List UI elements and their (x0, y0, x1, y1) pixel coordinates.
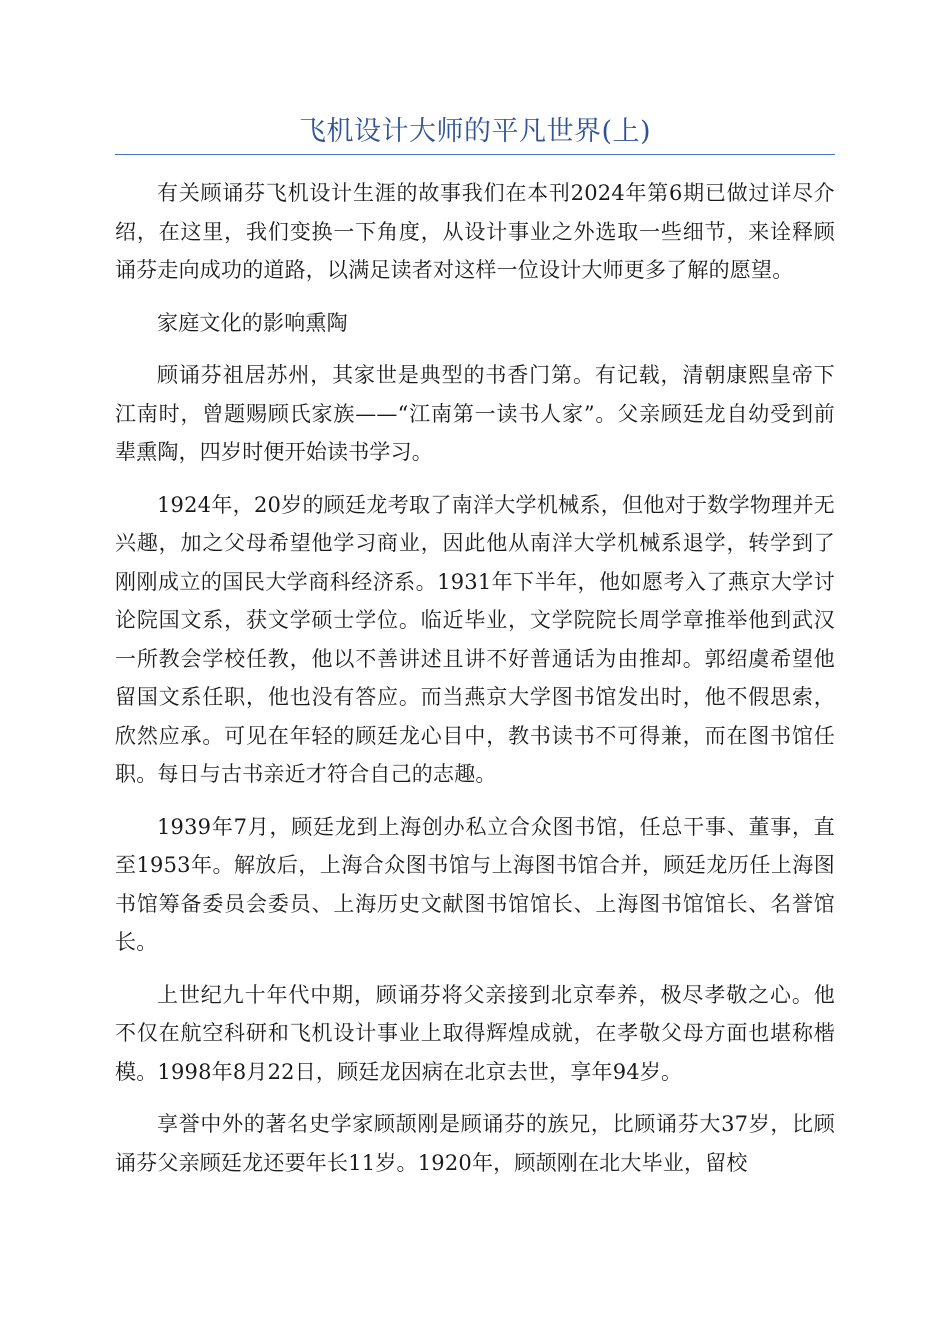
paragraph-father-education: 1924年，20岁的顾廷龙考取了南洋大学机械系，但他对于数学物理并无兴趣，加之父母希望他学习商业，因此他从南洋大学机械系退学，转学到了刚刚成立的国民大学商科经济系。1931年下半年，他如愿考入了燕京大学讨论院国文系，获文学硕士学位。临近毕业，文学院院长周学章推举他到武汉一所教会学校任教，他以不善讲述且讲不好普通话为由推却。郭绍虞希望他留国文系任职，他也没有答应。而当燕京大学图书馆发出时，他不假思索，欣然应承。可见在年轻的顾廷龙心目中，教书读书不可得兼，而在图书馆任职。每日与古书亲近才符合自己的志趣。 (115, 492, 835, 786)
paragraph-gu-jiegang: 享誉中外的著名史学家顾颉刚是顾诵芬的族兄，比顾诵芬大37岁，比顾诵芬父亲顾廷龙还要年长11岁。1920年，顾颉刚在北大毕业，留校 (115, 1112, 835, 1175)
title-underline (115, 154, 835, 155)
paragraph-library-career: 1939年7月，顾廷龙到上海创办私立合众图书馆，任总干事、董事，直至1953年。解放后，上海合众图书馆与上海图书馆合并，顾廷龙历任上海图书馆筹备委员会委员、上海历史文献图书馆馆长、上海图书馆馆长、名誉馆长。 (115, 814, 835, 954)
paragraph-intro: 有关顾诵芬飞机设计生涯的故事我们在本刊2024年第6期已做过详尽介绍，在这里，我们变换一下角度，从设计事业之外选取一些细节，来诠释顾诵芬走向成功的道路，以满足读者对这样一位设计大师更多了解的愿望。 (115, 181, 835, 282)
section-heading: 家庭文化的影响熏陶 (157, 310, 348, 335)
article-body (115, 174, 835, 1196)
paragraph-filial-piety: 上世纪九十年代中期，顾诵芬将父亲接到北京奉养，极尽孝敬之心。他不仅在航空科研和飞机设计事业上取得辉煌成就，在孝敬父母方面也堪称楷模。1998年8月22日，顾廷龙因病在北京去世，享年94岁。 (115, 982, 835, 1084)
article-title: 飞机设计大师的平凡世界(上) (298, 116, 652, 147)
paragraph-family-background: 顾诵芬祖居苏州，其家世是典型的书香门第。有记载，清朝康熙皇帝下江南时，曾题赐顾氏家族——“江南第一读书人家”。父亲顾廷龙自幼受到前辈熏陶，四岁时便开始读书学习。 (115, 363, 835, 464)
